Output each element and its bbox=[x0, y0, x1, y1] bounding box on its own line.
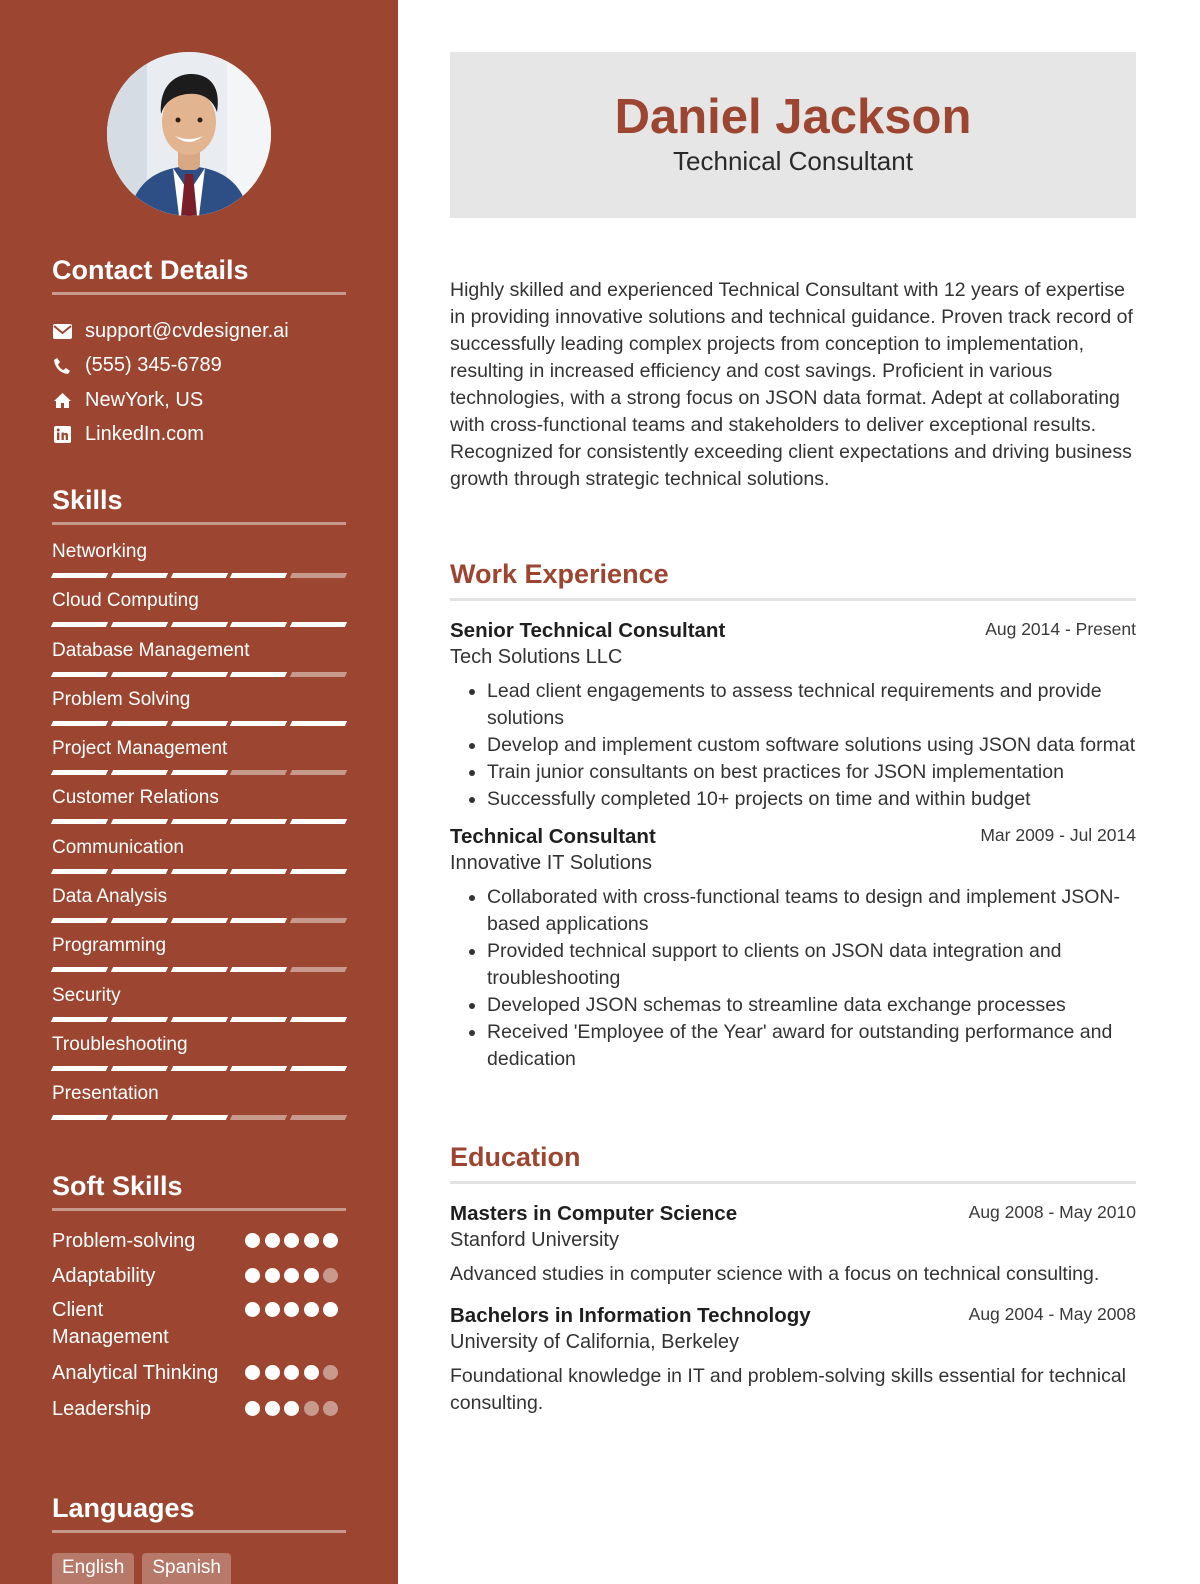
profile-photo bbox=[107, 52, 271, 216]
skill-level-segment bbox=[230, 918, 287, 923]
soft-skill-rating bbox=[245, 1365, 338, 1380]
contact-section bbox=[52, 252, 346, 452]
skill-level-bar bbox=[52, 770, 346, 775]
contact-email-text: support@cvdesigner.ai bbox=[85, 319, 289, 342]
skill-level-segment bbox=[111, 869, 168, 874]
skill-level-segment bbox=[51, 869, 108, 874]
work-experience-section bbox=[450, 556, 1136, 1073]
skill-level-segment bbox=[170, 869, 227, 874]
skill-level-bar bbox=[52, 672, 346, 677]
skill-level-bar bbox=[52, 918, 346, 923]
soft-skill-item bbox=[52, 1263, 346, 1290]
skill-level-segment bbox=[111, 819, 168, 824]
skill-level-segment bbox=[170, 967, 227, 972]
rating-dot bbox=[304, 1365, 319, 1380]
education-entry bbox=[450, 1200, 1136, 1288]
skill-level-segment bbox=[51, 1066, 108, 1071]
skill-level-segment bbox=[290, 573, 347, 578]
skill-level-segment bbox=[51, 672, 108, 677]
skill-level-segment bbox=[290, 721, 347, 726]
soft-skill-rating bbox=[245, 1233, 338, 1248]
skill-name: Problem Solving bbox=[52, 688, 191, 710]
job-bullet: • Received 'Employee of the Year' award for outstanding performance and dedication bbox=[487, 1019, 1136, 1073]
skill-level-segment bbox=[51, 819, 108, 824]
skill-name: Database Management bbox=[52, 639, 250, 661]
job-bullet: • Collaborated with cross-functional teams to design and implement JSON-based applications bbox=[487, 884, 1136, 938]
education-entry bbox=[450, 1302, 1136, 1417]
skill-name: Project Management bbox=[52, 738, 228, 760]
skill-level-segment bbox=[170, 672, 227, 677]
skill-level-segment bbox=[230, 622, 287, 627]
skill-item bbox=[52, 833, 346, 882]
rating-dot bbox=[323, 1365, 338, 1380]
job-bullets bbox=[450, 678, 1136, 813]
job-bullets bbox=[450, 884, 1136, 1073]
job-entry bbox=[450, 617, 1136, 813]
skill-level-segment bbox=[170, 573, 227, 578]
languages-section bbox=[52, 1490, 346, 1584]
soft-skill-name: Analytical Thinking bbox=[52, 1362, 219, 1384]
skill-level-segment bbox=[230, 672, 287, 677]
soft-skills-heading: Soft Skills bbox=[52, 1168, 346, 1211]
skill-level-segment bbox=[230, 869, 287, 874]
skill-name: Communication bbox=[52, 836, 184, 858]
skill-name: Cloud Computing bbox=[52, 590, 199, 612]
rating-dot bbox=[265, 1401, 280, 1416]
skill-level-segment bbox=[111, 1115, 168, 1120]
full-name: Daniel Jackson bbox=[614, 90, 972, 144]
skill-level-segment bbox=[111, 622, 168, 627]
rating-dot bbox=[245, 1302, 260, 1317]
skill-item bbox=[52, 1079, 346, 1128]
job-dates: Aug 2014 - Present bbox=[985, 619, 1136, 639]
skill-level-segment bbox=[290, 869, 347, 874]
skill-item bbox=[52, 685, 346, 734]
job-dates: Mar 2009 - Jul 2014 bbox=[980, 825, 1136, 845]
skill-item bbox=[52, 586, 346, 635]
language-tag: Spanish bbox=[142, 1553, 231, 1584]
skill-level-segment bbox=[290, 918, 347, 923]
skill-item bbox=[52, 636, 346, 685]
skill-level-segment bbox=[290, 819, 347, 824]
skill-level-segment bbox=[170, 1066, 227, 1071]
skill-level-segment bbox=[170, 622, 227, 627]
soft-skill-rating bbox=[245, 1268, 338, 1283]
rating-dot bbox=[323, 1401, 338, 1416]
degree-title: Masters in Computer Science bbox=[450, 1202, 738, 1225]
skill-name: Presentation bbox=[52, 1083, 159, 1105]
skill-level-bar bbox=[52, 1066, 346, 1071]
skill-level-segment bbox=[290, 1017, 347, 1022]
skill-level-segment bbox=[111, 1017, 168, 1022]
skill-level-segment bbox=[290, 622, 347, 627]
skill-level-segment bbox=[51, 967, 108, 972]
phone-icon bbox=[52, 356, 72, 376]
skill-name: Programming bbox=[52, 935, 167, 957]
rating-dot bbox=[245, 1268, 260, 1283]
education-heading: Education bbox=[450, 1139, 1136, 1184]
skill-level-segment bbox=[111, 967, 168, 972]
skill-item bbox=[52, 931, 346, 980]
soft-skill-rating bbox=[245, 1302, 338, 1317]
skill-level-segment bbox=[170, 1017, 227, 1022]
rating-dot bbox=[265, 1302, 280, 1317]
skill-level-segment bbox=[51, 918, 108, 923]
job-title: Technical Consultant bbox=[673, 146, 913, 176]
rating-dot bbox=[265, 1365, 280, 1380]
rating-dot bbox=[265, 1233, 280, 1248]
skill-level-segment bbox=[170, 918, 227, 923]
skill-level-segment bbox=[111, 770, 168, 775]
skill-level-segment bbox=[51, 622, 108, 627]
contact-phone-text: (555) 345-6789 bbox=[85, 354, 222, 377]
company-name: Innovative IT Solutions bbox=[450, 852, 652, 874]
rating-dot bbox=[284, 1365, 299, 1380]
skill-level-segment bbox=[51, 1017, 108, 1022]
skill-level-segment bbox=[51, 721, 108, 726]
rating-dot bbox=[245, 1365, 260, 1380]
profile-summary: Highly skilled and experienced Technical Consultant with 12 years of expertise in providing innovative solutions and technical guidance. Proven track record of successfully leading complex projects from conception to implementation, resulting in increased efficiency and cost savings. Proficient in various technologies, with a strong focus on JSON data format. Adept at collaborating with cross-functional teams and stakeholders to deliver exceptional results. Recognized for consistently exceeding client expectations and driving business growth through strategic technical solutions. bbox=[450, 279, 1133, 490]
company-name: Tech Solutions LLC bbox=[450, 646, 623, 668]
language-tag: English bbox=[52, 1553, 134, 1584]
skill-name: Data Analysis bbox=[52, 886, 168, 908]
skill-level-segment bbox=[170, 819, 227, 824]
education-dates: Aug 2008 - May 2010 bbox=[968, 1202, 1136, 1222]
rating-dot bbox=[265, 1268, 280, 1283]
degree-title: Bachelors in Information Technology bbox=[450, 1304, 811, 1327]
skill-level-bar bbox=[52, 622, 346, 627]
rating-dot bbox=[323, 1268, 338, 1283]
soft-skills-section bbox=[52, 1168, 346, 1432]
rating-dot bbox=[245, 1401, 260, 1416]
skill-level-segment bbox=[230, 819, 287, 824]
skill-item bbox=[52, 882, 346, 931]
skill-level-segment bbox=[111, 672, 168, 677]
skill-level-segment bbox=[290, 1115, 347, 1120]
skill-level-segment bbox=[230, 1115, 287, 1120]
jobs-list bbox=[450, 617, 1136, 1073]
rating-dot bbox=[284, 1233, 299, 1248]
job-bullet: • Provided technical support to clients on JSON data integration and troubleshooting bbox=[487, 938, 1136, 992]
rating-dot bbox=[304, 1302, 319, 1317]
education-dates: Aug 2004 - May 2008 bbox=[968, 1304, 1136, 1324]
job-bullet: • Develop and implement custom software solutions using JSON data format bbox=[487, 732, 1136, 759]
skill-level-segment bbox=[230, 770, 287, 775]
rating-dot bbox=[323, 1233, 338, 1248]
name-header bbox=[450, 52, 1136, 218]
soft-skill-name: Client Management bbox=[52, 1299, 169, 1348]
skill-level-segment bbox=[230, 573, 287, 578]
linkedin-icon bbox=[52, 425, 72, 445]
skill-level-bar bbox=[52, 1115, 346, 1120]
rating-dot bbox=[245, 1233, 260, 1248]
soft-skill-rating bbox=[245, 1401, 338, 1416]
skill-item bbox=[52, 537, 346, 586]
skill-level-segment bbox=[51, 573, 108, 578]
soft-skill-name: Adaptability bbox=[52, 1264, 156, 1287]
job-title: Senior Technical Consultant bbox=[450, 619, 726, 642]
job-title: Technical Consultant bbox=[450, 825, 656, 848]
skill-level-segment bbox=[230, 1017, 287, 1022]
skill-level-segment bbox=[51, 1115, 108, 1120]
job-entry bbox=[450, 823, 1136, 1073]
rating-dot bbox=[323, 1302, 338, 1317]
soft-skill-name: Problem-solving bbox=[52, 1230, 196, 1252]
skill-level-bar bbox=[52, 869, 346, 874]
person-icon bbox=[107, 52, 271, 216]
education-description: Foundational knowledge in IT and problem-solving skills essential for technical consulting. bbox=[450, 1365, 1127, 1414]
job-bullet: • Successfully completed 10+ projects on time and within budget bbox=[487, 786, 1136, 813]
rating-dot bbox=[304, 1233, 319, 1248]
education-list bbox=[450, 1200, 1136, 1417]
soft-skill-name: Leadership bbox=[52, 1398, 151, 1420]
skill-item bbox=[52, 783, 346, 832]
skill-item bbox=[52, 981, 346, 1030]
skills-section bbox=[52, 482, 346, 1129]
skill-level-segment bbox=[111, 721, 168, 726]
skill-level-segment bbox=[111, 1066, 168, 1071]
contact-linkedin-text: LinkedIn.com bbox=[85, 423, 204, 446]
job-bullet: • Developed JSON schemas to streamline data exchange processes bbox=[487, 992, 1136, 1019]
contact-location-text: NewYork, US bbox=[85, 388, 204, 411]
soft-skills-list bbox=[52, 1228, 346, 1423]
skill-level-segment bbox=[170, 721, 227, 726]
home-icon bbox=[52, 390, 72, 410]
school-name: University of California, Berkeley bbox=[450, 1331, 739, 1353]
skills-heading: Skills bbox=[52, 482, 346, 525]
education-section bbox=[450, 1139, 1136, 1417]
soft-skill-item bbox=[52, 1297, 346, 1351]
skill-level-segment bbox=[290, 967, 347, 972]
skill-name: Security bbox=[52, 984, 121, 1006]
skill-level-segment bbox=[290, 770, 347, 775]
languages-list bbox=[52, 1553, 346, 1584]
skill-level-segment bbox=[111, 573, 168, 578]
skill-level-segment bbox=[230, 967, 287, 972]
contact-linkedin[interactable] bbox=[52, 418, 346, 453]
skill-level-segment bbox=[290, 1066, 347, 1071]
soft-skill-item bbox=[52, 1396, 346, 1423]
envelope-icon bbox=[52, 321, 72, 341]
skill-level-bar bbox=[52, 721, 346, 726]
skill-name: Networking bbox=[52, 541, 148, 562]
skill-level-segment bbox=[230, 1066, 287, 1071]
skill-level-segment bbox=[290, 672, 347, 677]
skill-level-segment bbox=[170, 1115, 227, 1120]
contact-phone[interactable] bbox=[52, 349, 346, 384]
rating-dot bbox=[284, 1302, 299, 1317]
education-description: Advanced studies in computer science with a focus on technical consulting. bbox=[450, 1263, 1100, 1285]
rating-dot bbox=[304, 1401, 319, 1416]
skill-level-segment bbox=[230, 721, 287, 726]
skills-list bbox=[52, 537, 346, 1129]
skill-level-bar bbox=[52, 573, 346, 578]
soft-skill-item bbox=[52, 1360, 346, 1387]
sidebar bbox=[0, 0, 398, 1584]
contact-heading: Contact Details bbox=[52, 252, 346, 295]
languages-heading: Languages bbox=[52, 1490, 346, 1533]
soft-skill-item bbox=[52, 1228, 346, 1255]
skill-item bbox=[52, 734, 346, 783]
skill-name: Customer Relations bbox=[52, 787, 219, 809]
work-experience-heading: Work Experience bbox=[450, 556, 1136, 601]
job-bullet: • Lead client engagements to assess technical requirements and provide solutions bbox=[487, 678, 1136, 732]
skill-level-bar bbox=[52, 967, 346, 972]
skill-item bbox=[52, 1030, 346, 1079]
skill-level-bar bbox=[52, 819, 346, 824]
job-bullet: • Train junior consultants on best practices for JSON implementation bbox=[487, 759, 1136, 786]
contact-location bbox=[52, 383, 346, 418]
skill-level-segment bbox=[51, 770, 108, 775]
rating-dot bbox=[304, 1268, 319, 1283]
school-name: Stanford University bbox=[450, 1229, 619, 1251]
rating-dot bbox=[284, 1268, 299, 1283]
skill-level-bar bbox=[52, 1017, 346, 1022]
rating-dot bbox=[284, 1401, 299, 1416]
skill-name: Troubleshooting bbox=[52, 1033, 188, 1055]
contact-email[interactable] bbox=[52, 314, 346, 349]
skill-level-segment bbox=[111, 918, 168, 923]
skill-level-segment bbox=[170, 770, 227, 775]
